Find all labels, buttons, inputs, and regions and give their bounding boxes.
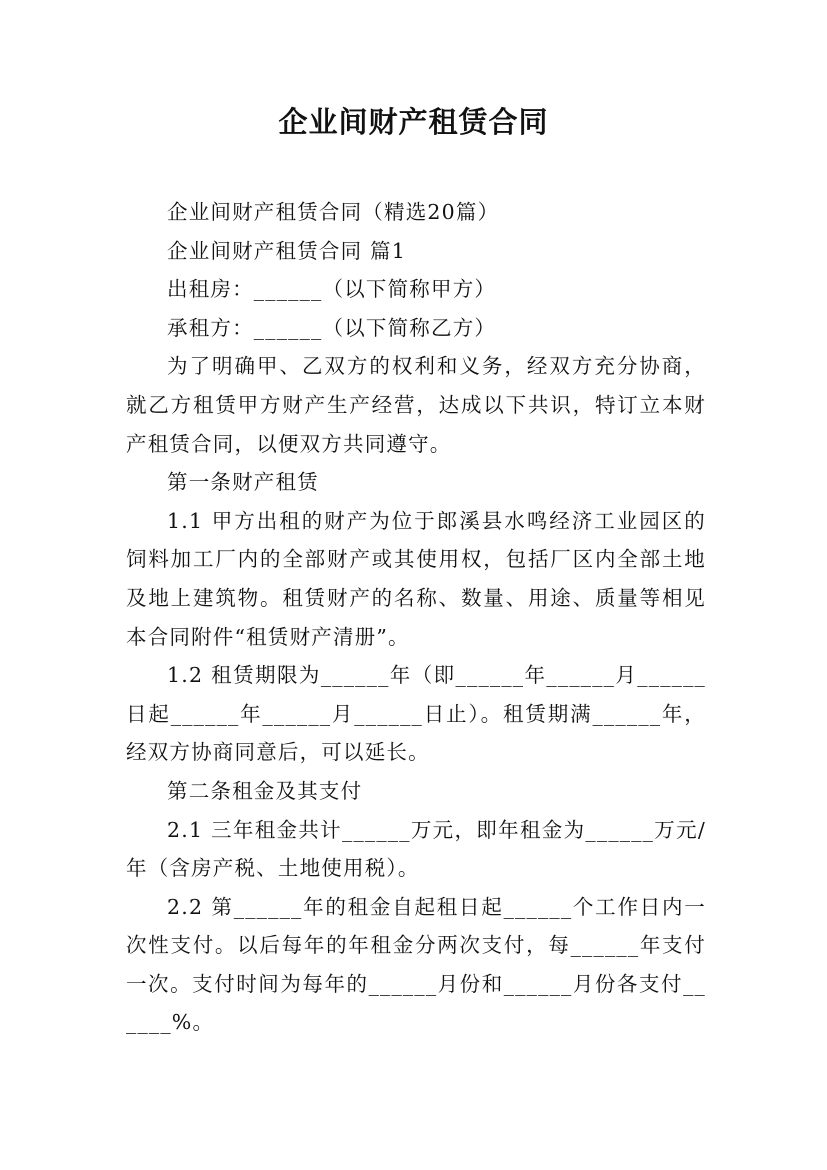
paragraph-subtitle: 企业间财产租赁合同（精选20篇） bbox=[167, 200, 500, 224]
paragraph-article-2-heading: 第二条租金及其支付 bbox=[167, 778, 363, 803]
paragraph-lessor: 出租房：______（以下简称甲方） bbox=[167, 277, 497, 302]
paragraph-clause-2-2: 2.2 第______年的租金自起租日起______个工作日内一次性支付。以后每年的年租金分两次支付，每______年支付一次。支付时间为每年的______月份和______月份各支付______%。 bbox=[126, 894, 706, 1035]
paragraph-lessee: 承租方：______（以下简称乙方） bbox=[167, 315, 497, 340]
document-body bbox=[126, 193, 706, 1042]
paragraph-clause-2-1: 2.1 三年租金共计______万元，即年租金为______万元/年（含房产税、土地使用税）。 bbox=[126, 817, 706, 881]
paragraph-section-heading: 企业间财产租赁合同 篇1 bbox=[167, 238, 406, 263]
document-title: 企业间财产租赁合同 bbox=[278, 105, 549, 139]
paragraph-preamble: 为了明确甲、乙双方的权利和义务，经双方充分协商，就乙方租赁甲方财产生产经营，达成以下共识，特订立本财产租赁合同，以便双方共同遵守。 bbox=[126, 354, 706, 456]
paragraph-clause-1-2: 1.2 租赁期限为______年（即______年______月______日起______年______月______日止）。租赁期满______年，经双方协商同意后，可以延长。 bbox=[126, 663, 706, 765]
paragraph-clause-1-1: 1.1 甲方出租的财产为位于郎溪县水鸣经济工业园区的饲料加工厂内的全部财产或其使用权，包括厂区内全部土地及地上建筑物。租赁财产的名称、数量、用途、质量等相见本合同附件“租赁财产清册”。 bbox=[126, 508, 706, 649]
paragraph-article-1-heading: 第一条财产租赁 bbox=[167, 470, 319, 495]
